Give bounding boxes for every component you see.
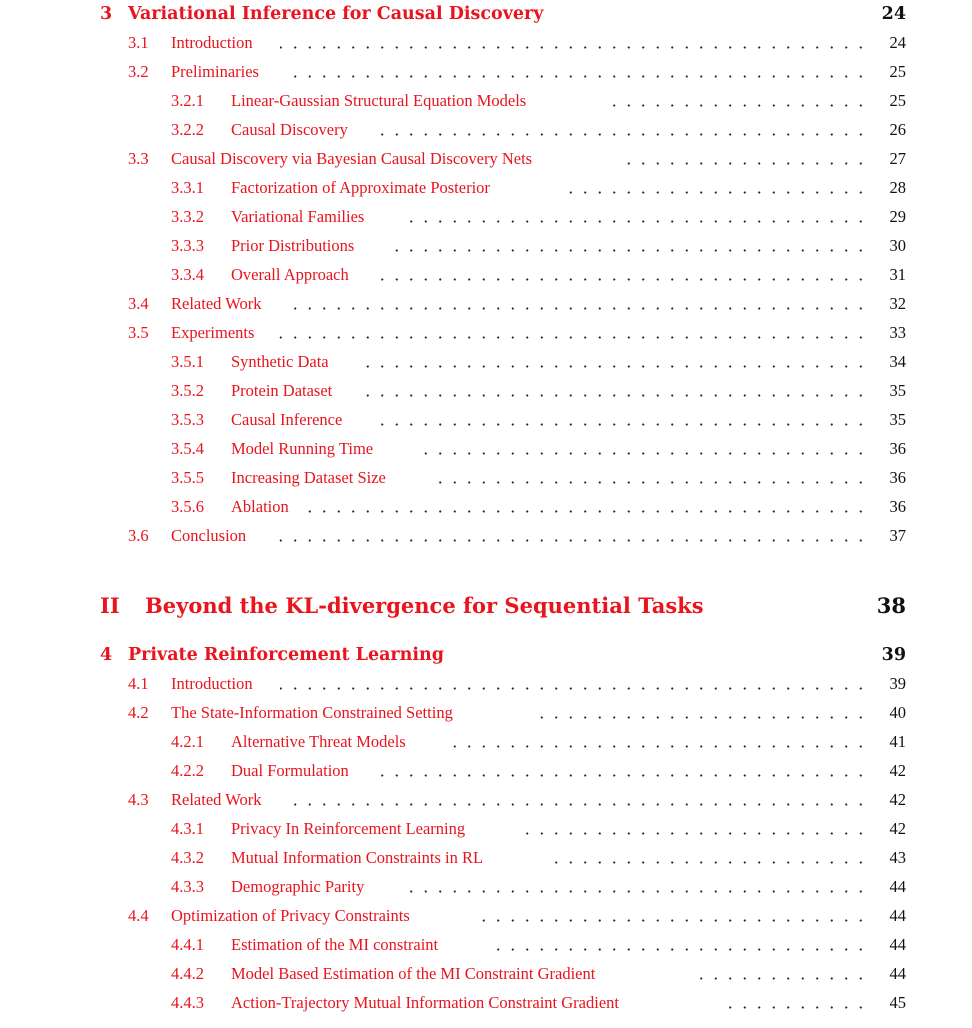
entry-title: Model Based Estimation of the MI Constraint Gradient [231, 964, 596, 983]
toc-entry-3-3-1[interactable] [0, 175, 972, 201]
toc-chapter-3[interactable] [0, 1, 972, 27]
entry-title: Causal Inference [231, 410, 343, 429]
dot-leader [364, 394, 868, 397]
entry-page: 25 [889, 62, 906, 81]
entry-page: 44 [889, 906, 906, 925]
entry-number: 3.3 [128, 149, 149, 168]
entry-title: Estimation of the MI constraint [231, 935, 439, 954]
dot-leader [378, 278, 868, 281]
dot-leader [522, 832, 868, 835]
entry-number: 3.2.1 [171, 91, 204, 110]
toc-entry-4-2-2[interactable] [0, 758, 972, 784]
entry-number: 4.2 [128, 703, 149, 722]
chapter-title: Private Reinforcement Learning [128, 645, 444, 665]
toc-entry-4-4-1[interactable] [0, 932, 972, 958]
toc-entry-3-5[interactable] [0, 320, 972, 346]
entry-title: Action-Trajectory Mutual Information Constraint Gradient [231, 993, 619, 1012]
entry-page: 36 [889, 468, 906, 487]
dot-leader [610, 104, 868, 107]
entry-number: 3.6 [128, 526, 149, 545]
entry-page: 39 [889, 674, 906, 693]
dot-leader [280, 46, 868, 49]
toc-entry-3-3-3[interactable] [0, 233, 972, 259]
chapter-number: 3 [100, 4, 113, 24]
entry-page: 42 [889, 761, 906, 780]
part-page: 38 [876, 593, 906, 618]
dot-leader [694, 977, 868, 980]
entry-number: 3.5.5 [171, 468, 204, 487]
toc-entry-4-4-3[interactable] [0, 990, 972, 1016]
dot-leader [478, 919, 868, 922]
toc-entry-3-5-6[interactable] [0, 494, 972, 520]
chapter-title: Variational Inference for Causal Discovery [128, 4, 544, 24]
entry-title: Optimization of Privacy Constraints [171, 906, 410, 925]
entry-page: 28 [889, 178, 906, 197]
dot-leader [292, 307, 868, 310]
toc-entry-4-1[interactable] [0, 671, 972, 697]
toc-entry-4-3-2[interactable] [0, 845, 972, 871]
entry-page: 45 [889, 993, 906, 1012]
entry-title: Related Work [171, 790, 262, 809]
dot-leader [550, 861, 868, 864]
entry-title: Factorization of Approximate Posterior [231, 178, 490, 197]
entry-number: 4.4.2 [171, 964, 204, 983]
dot-leader [276, 539, 868, 542]
toc-entry-4-3[interactable] [0, 787, 972, 813]
entry-title: Linear-Gaussian Structural Equation Models [231, 91, 527, 110]
entry-page: 34 [889, 352, 906, 371]
toc-entry-3-2-1[interactable] [0, 88, 972, 114]
toc-entry-3-5-2[interactable] [0, 378, 972, 404]
dot-leader [620, 162, 868, 165]
toc-entry-4-4-2[interactable] [0, 961, 972, 987]
dot-leader [406, 220, 868, 223]
dot-leader [378, 133, 868, 136]
entry-number: 4.2.1 [171, 732, 204, 751]
entry-number: 3.3.3 [171, 236, 204, 255]
toc-entry-3-5-4[interactable] [0, 436, 972, 462]
entry-page: 36 [889, 439, 906, 458]
entry-number: 4.3.2 [171, 848, 204, 867]
toc-entry-3-1[interactable] [0, 30, 972, 56]
toc-entry-4-2-1[interactable] [0, 729, 972, 755]
dot-leader [406, 890, 868, 893]
entry-number: 4.4.1 [171, 935, 204, 954]
dot-leader [536, 716, 868, 719]
entry-page: 35 [889, 410, 906, 429]
entry-page: 30 [889, 236, 906, 255]
entry-title: Experiments [171, 323, 255, 342]
toc-chapter-4[interactable] [0, 642, 972, 668]
entry-page: 32 [889, 294, 906, 313]
entry-number: 3.3.4 [171, 265, 204, 284]
chapter-page: 24 [881, 4, 906, 24]
toc-entry-4-3-1[interactable] [0, 816, 972, 842]
entry-title: Related Work [171, 294, 262, 313]
entry-number: 3.5 [128, 323, 149, 342]
entry-number: 4.2.2 [171, 761, 204, 780]
entry-page: 27 [889, 149, 906, 168]
entry-number: 4.1 [128, 674, 149, 693]
entry-title: Introduction [171, 674, 253, 693]
toc-entry-3-4[interactable] [0, 291, 972, 317]
toc-entry-3-5-5[interactable] [0, 465, 972, 491]
entry-page: 41 [889, 732, 906, 751]
entry-page: 35 [889, 381, 906, 400]
dot-leader [392, 249, 868, 252]
entry-number: 3.5.1 [171, 352, 204, 371]
entry-title: Demographic Parity [231, 877, 365, 896]
entry-page: 44 [889, 964, 906, 983]
dot-leader [450, 745, 868, 748]
entry-number: 4.3 [128, 790, 149, 809]
entry-number: 3.5.6 [171, 497, 204, 516]
toc-entry-4-4[interactable] [0, 903, 972, 929]
entry-page: 25 [889, 91, 906, 110]
toc-part-2[interactable] [0, 590, 972, 622]
entry-page: 44 [889, 935, 906, 954]
entry-title: Model Running Time [231, 439, 374, 458]
entry-page: 42 [889, 819, 906, 838]
entry-page: 37 [889, 526, 906, 545]
dot-leader [378, 774, 868, 777]
entry-number: 3.2.2 [171, 120, 204, 139]
entry-title: Prior Distributions [231, 236, 355, 255]
entry-title: The State-Information Constrained Setting [171, 703, 453, 722]
toc-entry-3-3[interactable] [0, 146, 972, 172]
dot-leader [436, 481, 868, 484]
dot-leader [494, 948, 868, 951]
toc-entry-3-6[interactable] [0, 523, 972, 549]
dot-leader [420, 452, 868, 455]
entry-page: 36 [889, 497, 906, 516]
entry-title: Mutual Information Constraints in RL [231, 848, 484, 867]
entry-page: 31 [889, 265, 906, 284]
entry-title: Introduction [171, 33, 253, 52]
toc-entry-3-2[interactable] [0, 59, 972, 85]
entry-title: Causal Discovery [231, 120, 348, 139]
dot-leader [306, 510, 868, 513]
entry-number: 4.3.3 [171, 877, 204, 896]
entry-page: 29 [889, 207, 906, 226]
entry-page: 43 [889, 848, 906, 867]
dot-leader [290, 75, 868, 78]
entry-number: 3.1 [128, 33, 149, 52]
toc-entry-3-3-2[interactable] [0, 204, 972, 230]
entry-page: 42 [889, 790, 906, 809]
entry-page: 33 [889, 323, 906, 342]
chapter-page: 39 [881, 645, 906, 665]
dot-leader [292, 803, 868, 806]
toc-entry-3-5-3[interactable] [0, 407, 972, 433]
entry-title: Causal Discovery via Bayesian Causal Discovery Nets [171, 149, 533, 168]
part-title: Beyond the KL-divergence for Sequential Tasks [145, 593, 704, 618]
toc-entry-3-5-1[interactable] [0, 349, 972, 375]
dot-leader [364, 365, 868, 368]
entry-page: 24 [889, 33, 906, 52]
toc-entry-3-3-4[interactable] [0, 262, 972, 288]
entry-title: Dual Formulation [231, 761, 349, 780]
entry-number: 4.4 [128, 906, 149, 925]
entry-number: 3.3.2 [171, 207, 204, 226]
entry-number: 3.5.2 [171, 381, 204, 400]
entry-number: 3.5.3 [171, 410, 204, 429]
entry-page: 40 [889, 703, 906, 722]
entry-title: Synthetic Data [231, 352, 329, 371]
entry-title: Protein Dataset [231, 381, 333, 400]
toc-entry-3-2-2[interactable] [0, 117, 972, 143]
entry-number: 3.2 [128, 62, 149, 81]
entry-number: 4.3.1 [171, 819, 204, 838]
entry-title: Increasing Dataset Size [231, 468, 386, 487]
entry-number: 3.3.1 [171, 178, 204, 197]
entry-title: Privacy In Reinforcement Learning [231, 819, 466, 838]
entry-title: Conclusion [171, 526, 247, 545]
entry-title: Alternative Threat Models [231, 732, 406, 751]
dot-leader [722, 1006, 868, 1009]
entry-number: 3.5.4 [171, 439, 204, 458]
chapter-number: 4 [100, 645, 113, 665]
part-number: II [100, 593, 120, 618]
dot-leader [378, 423, 868, 426]
entry-title: Variational Families [231, 207, 365, 226]
entry-page: 44 [889, 877, 906, 896]
entry-title: Ablation [231, 497, 289, 516]
toc-entry-4-3-3[interactable] [0, 874, 972, 900]
dot-leader [280, 687, 868, 690]
entry-number: 4.4.3 [171, 993, 204, 1012]
entry-title: Preliminaries [171, 62, 259, 81]
toc-entry-4-2[interactable] [0, 700, 972, 726]
dot-leader [278, 336, 868, 339]
dot-leader [566, 191, 868, 194]
entry-number: 3.4 [128, 294, 149, 313]
entry-page: 26 [889, 120, 906, 139]
entry-title: Overall Approach [231, 265, 349, 284]
